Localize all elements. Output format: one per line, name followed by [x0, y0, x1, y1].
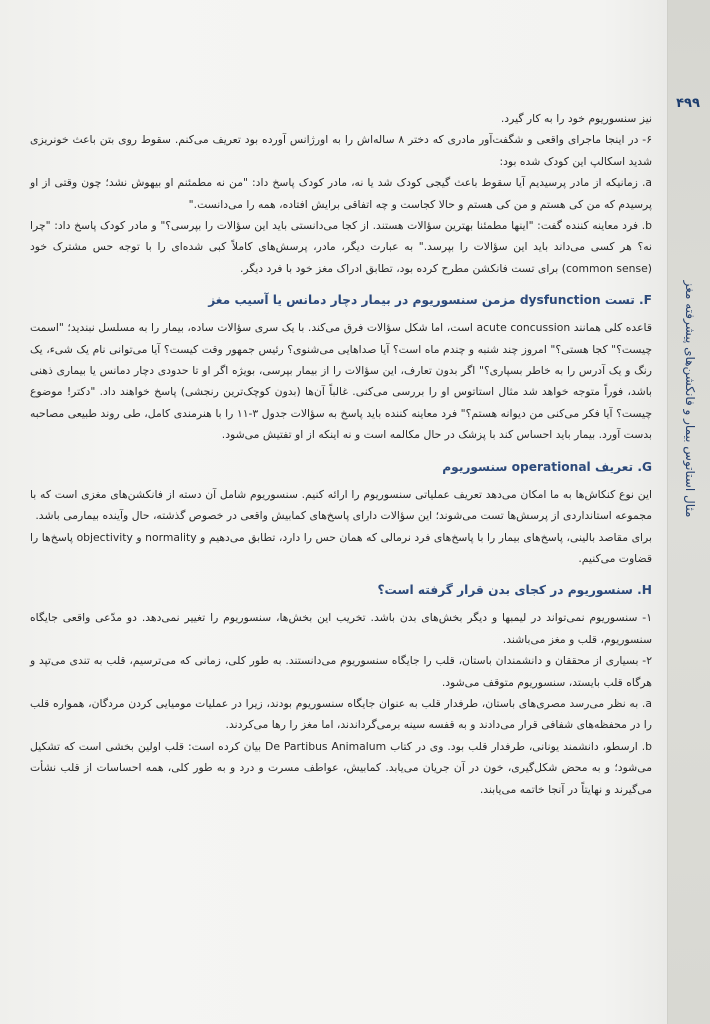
- paragraph-10: a. به نظر می‌رسد مصری‌های باستان، طرفدار قلب به عنوان جایگاه سنسوریوم بودند، زیرا در عملیات مومیایی کردن مردگان، همواره قلب را در محفظه‌های شفافی قرار می‌دادند و به قفسه سینه برمی‌گرداندند، اما مغز را رها می‌کردند.: [30, 696, 652, 732]
- paragraph-3: a. زمانیکه از مادر پرسیدیم آیا سقوط باعث گیجی کودک شد یا نه، مادر کودک پاسخ داد: "من نه مطمئنم او بیهوش نشد؛ چون وقتی از او پرسیدم که من کی هستم و من کی هستم و حالا کجاست و چه اتفاقی برایش افتاده، همه را می‌دانست.": [30, 176, 652, 211]
- running-head: مثال استاتوس بیمار و فانکشن‌های پیشرفته مغز: [683, 280, 697, 518]
- paragraph-4: b. فرد معاینه کننده گفت: "اینها مطمئنا بهترین سؤالات هستند. از کجا می‌دانستی باید این سؤالات را بپرسی؟" و مادر کودک پاسخ داد: "چرا نه؟ هر کسی می‌داند باید این سؤالات را بپرسد." به عبارت دیگر، مادر، پرسش‌های کاملاً کبی شده‌ای را با توجه حس مشترک خود (common sense) برای تست فانکشن مطرح کرده بود، تطابق ادراک مغز خود با فرد دیگر.: [30, 219, 652, 275]
- section-heading-f: F. تست dysfunction مزمن سنسوریوم در بیمار دچار دمانس یا آسیب مغز: [208, 293, 652, 308]
- page-number: ۴۹۹: [676, 96, 700, 111]
- side-strip: [667, 0, 710, 1024]
- paragraph-5: قاعده کلی همانند acute concussion است، اما شکل سؤالات فرق می‌کند. با یک سری سؤالات ساده، بیمار را به مسلسل نبندید؛ "اسمت چیست؟" کجا هستی؟" امروز چند شنبه و چندم ماه است؟ آیا صداهایی می‌شنوی؟ رئیس جمهور وقت کیست؟ آیا می‌توانی نام یک شیء، یک رنگ و یک آدرس را به خاطر بسپاری؟" اگر بدون تعارف، این سؤالات را از بیمار بپرسی، بویژه اگر او تا حدودی دچار دمانس یا بیماری ذهنی باشد، فوراً متوجه خواهد شد مثال استاتوس او را بررسی می‌کنی. غالباً آن‌ها (بدون کوچک‌ترین رنجشی) پاسخ خواهند داد. "دکتر! موضوع چیست؟ آیا فکر می‌کنی من دیوانه هستم؟" فرد معاینه کننده باید پاسخ به سؤالات جدول ۳-۱۱ را با هنرمندی کامل، طی روند طبیعی مصاحبه بدست آورد. بیمار باید احساس کند با پزشک در حال مکالمه است و نه اینکه از او تفتیش می‌شود.: [30, 321, 652, 442]
- paragraph-1: نیز سنسوریوم خود را به کار گیرد.: [500, 112, 652, 125]
- paragraph-9: ۲- بسیاری از محققان و دانشمندان باستان، قلب را جایگاه سنسوریوم می‌دانستند. به طور کلی، زمانی که می‌ترسیم، قلب به تندی می‌تپد و هرگاه قلب بایستد، سنسوریوم متوقف می‌شود.: [30, 654, 652, 689]
- paragraph-6: این نوع کنکاش‌ها به ما امکان می‌دهد تعریف عملیاتی سنسوریوم را ارائه کنیم. سنسوریوم شامل آن دسته از فانکشن‌های مغزی است که با مجموعه استانداردی از پرسش‌ها تست می‌شوند؛ این سؤالات دارای پاسخ‌های کمابیش واقعی در خصوص گذشته، حال وآینده بیمارمی باشد.: [30, 487, 652, 523]
- paragraph-11: b. ارسطو، دانشمند یونانی، طرفدار قلب بود. وی در کتاب De Partibus Animalum بیان کرده است: قلب اولین بخشی است که تشکیل می‌شود؛ و به محض شکل‌گیری، خون در آن جریان می‌یابد. کمابیش، عواطف مسرت و درد و به طور کلی، همه احساسات از قلب نشأت می‌گیرند و نهایتاً در آنجا خاتمه می‌یابند.: [30, 739, 652, 796]
- paragraph-2: ۶- در اینجا ماجرای واقعی و شگفت‌آور مادری که دختر ۸ ساله‌اش را به اورژانس آورده بود تعریف می‌کنم. سقوط روی بتن باعث خونریزی شدید اسکالپ این کودک شده بود:: [30, 133, 652, 168]
- paragraph-8: ۱- سنسوریوم نمی‌تواند در لیمبها و دیگر بخش‌های بدن باشد. تخریب این بخش‌ها، سنسوریوم را تغییر نمی‌دهد. دو مدّعی واقعی جایگاه سنسوریوم، قلب و مغز می‌باشند.: [30, 611, 652, 646]
- paragraph-7: برای مقاصد بالینی، پاسخ‌های بیمار را با پاسخ‌های فرد نرمالی که همان حس را دارد، تطابق می‌دهیم و normality و objectivity پاسخ‌ها را قضاوت می‌کنیم.: [30, 530, 652, 565]
- section-heading-h: H. سنسوریوم در کجای بدن قرار گرفته است؟: [377, 583, 652, 598]
- section-heading-g: G. تعریف operational سنسوریوم: [442, 459, 652, 474]
- page-content: [30, 108, 652, 800]
